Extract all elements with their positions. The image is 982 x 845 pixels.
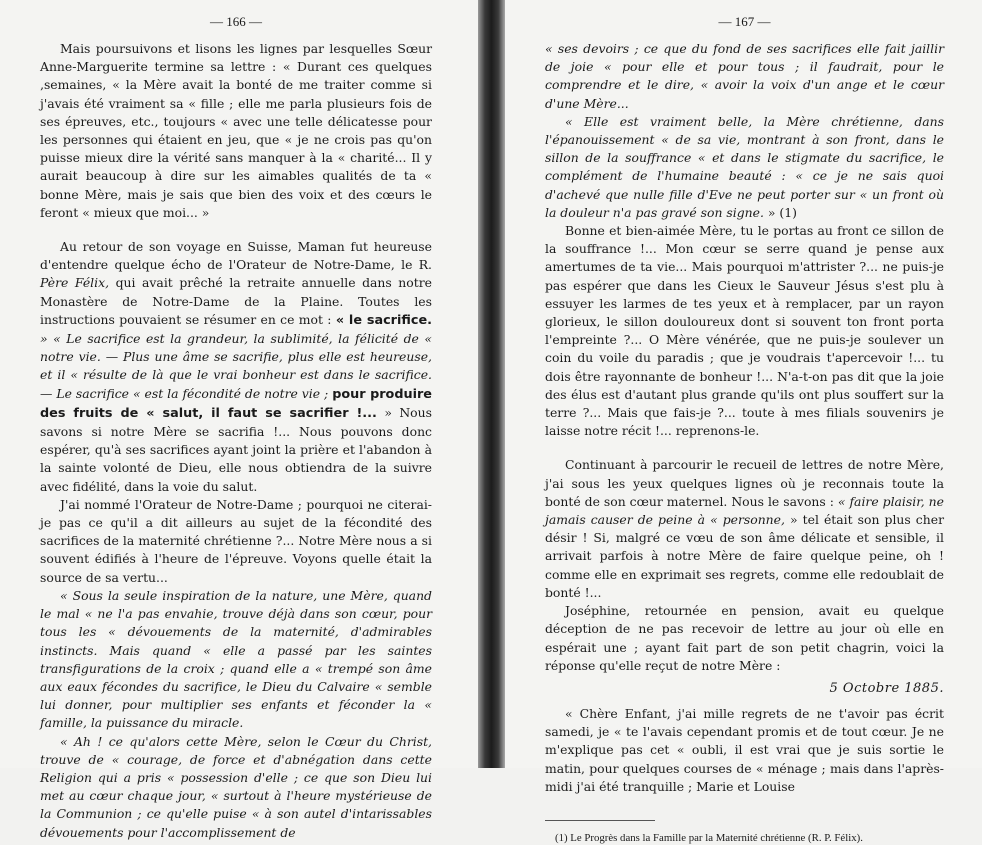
text-run: » tel était son plus cher désir ! Si, malgré ce vœu de son âme délicate et sensible, il arrivait parfois à notre Mère de faire quelque peine, oh ! comme elle en exprimait ses regrets, comme elle redoublait de bonté !... [545,512,944,600]
text-run: Père Félix, [40,275,110,291]
paragraph: Mais poursuivons et lisons les lignes par lesquelles Sœur Anne-Marguerite termine sa lettre : « Durant ces quelques ‚semaines, « la Mère avait la bonté de me traiter comme si j'avais été vraiment sa « fille ; elle me parla plusieurs fois de ses épreuves, etc., toujours « avec une telle délicatesse pour les personnes qui étaient en jeu, que « je ne crois pas qu'on puisse mieux dire la vérité sans manquer à la « charité... Il y aurait beaucoup à dire sur les aimables qualités de ta « bonne Mère, mais je sais que bien des voix et des cœurs le feront « mieux que moi... » [40,41,432,220]
quote-paragraph: « ses devoirs ; ce que du fond de ses sacrifices elle fait jaillir de joie « pour elle et pour tous ; il faudrait, pour le comprendre et le dire, « avoir la voix d'un ange et le cœur d'une Mère... [545,41,944,111]
text-run: Continuant à parcourir le recueil de lettres de notre Mère, j'ai sous les yeux quelques lignes où je reconnais toute la bonté de son cœur maternel. Nous le savons : [545,457,944,509]
letter-paragraph: « Chère Enfant, j'ai mille regrets de ne t'avoir pas écrit samedi, je « te l'avais cependant promis et de tout cœur. Je ne m'explique pas cet « oubli, il est vrai que je suis sortie le matin, pour quelques courses de « ménage ; mais dans l'après-midi j'ai été tranquille ; Marie et Louise [545,705,944,794]
paragraph: J'ai nommé l'Orateur de Notre-Dame ; pourquoi ne citerai-je pas ce qu'il a dit ailleurs au sujet de la fécondité des sacrifices de la maternité chrétienne ?... Notre Mère nous a si souvent édifiés à l'heure de l'épreuve. Voyons quelle était la source de sa vertu... [40,496,432,585]
quote-paragraph [545,113,944,222]
book-gutter [478,0,505,768]
quote-paragraph: « Ah ! ce qu'alors cette Mère, selon le Cœur du Christ, trouve de « courage, de force et d'abnégation dans cette Religion qui a pris « possession d'elle ; ce que son Dieu lui met au cœur chaque jour, « surtout à l'heure mystérieuse de la Communion ; ce qu'elle puise « à son autel d'intarissables dévouements pour l'accomplissement de [40,733,432,840]
right-page [505,0,982,844]
left-page [0,0,478,840]
footnote: (1) Le Progrès dans la Famille par la Maternité chrétienne (R. P. Félix). [555,831,863,844]
paragraph: Joséphine, retournée en pension, avait eu quelque déception de ne pas recevoir de lettre au jour où elle en espérait une ; ayant fait part de son petit chagrin, voici la réponse qu'elle reçut de notre Mère : [545,603,944,673]
text-run: « le sacrifice. [335,312,432,328]
letter-date: 5 Octobre 1885. [829,680,944,696]
text-run: Au retour de son voyage en Suisse, Maman fut heureuse d'entendre quelque écho de l'Orateur de Notre-Dame, le R. [40,239,432,273]
text-run: qui avait prêché la retraite annuelle dans notre Monastère de Notre-Dame de la Plaine. Toutes les instructions pouvaient se résumer en ce mot : [40,275,432,327]
paragraph [40,238,432,496]
footnote-ref: » (1) [767,204,797,220]
text-run: pour produire des fruits de « salut, il faut se sacrifier !... [40,386,432,421]
quote-paragraph: « Sous la seule inspiration de la nature, une Mère, quand le mal « ne l'a pas envahie, trouve déjà dans son cœur, pour tous les « dévouements de la maternité, d'admirables instincts. Mais quand « elle a passé par les saintes transfigurations de la croix ; quand elle a « trempé son âme aux eaux fécondes du sacrifice, le Dieu du Calvaire « semble lui donner, pour multiplier ses enfants et féconder la « famille, la puissance du miracle. [40,587,432,731]
text-run: » « Le sacrifice est la grandeur, la sublimité, la félicité de « notre vie. — Plus une âme se sacrifie, plus elle est heureuse, et il « résulte de là que le vrai bonheur est dans le sacrifice. — Le sacrifice « est la fécondité de notre vie ; [40,331,432,401]
text-run: » Nous savons si notre Mère se sacrifia !... Nous pouvons donc espérer, qu'à ses sacrifices ayant joint la prière et l'abandon à la sainte volonté de Dieu, elle nous obtiendra de la suivre avec fidélité, dans la voie du salut. [40,404,432,494]
text-run: « faire plaisir, ne jamais causer de peine à « personne, [545,493,944,528]
page-number-right: — 167 — [718,14,771,29]
paragraph: Bonne et bien-aimée Mère, tu le portas au front ce sillon de la souffrance !... Mon cœur se serre quand je pense aux amertumes de ta vie... Mais pourquoi m'attrister ?... ne puis-je pas espérer que dans les Cieux le Sauveur Jésus s'est plu à essuyer les larmes de tes yeux et à remplacer, par un rayon glorieux, le sillon douloureux dont si souvent ton front porta l'empreinte ?... O Mère vénérée, que ne puis-je soulever un coin du voile du paradis ; que je voudrais t'apercevoir !... tu dois être rayonnante de bonheur !... N'a-t-on pas dit que la joie des élus est d'autant plus grande qu'ils ont plus souffert sur la terre ?... Mais que fais-je ?... toute à mes filials souvenirs je laisse notre récit !... reprenons-le. [545,223,944,439]
page-number-left: — 166 — [210,14,262,29]
paragraph [545,456,944,602]
footnote-divider [545,820,655,821]
text-run: « Elle est vraiment belle, la Mère chrétienne, dans l'épanouissement « de sa vie, montrant à son front, dans le sillon de la souffrance « et dans le stigmate du sacrifice, le complément de l'humaine beauté : « ce je ne sais quoi d'achevé que nulle fille d'Eve ne peut porter sur « un front où la douleur n'a pas gravé son signe. [545,113,944,220]
